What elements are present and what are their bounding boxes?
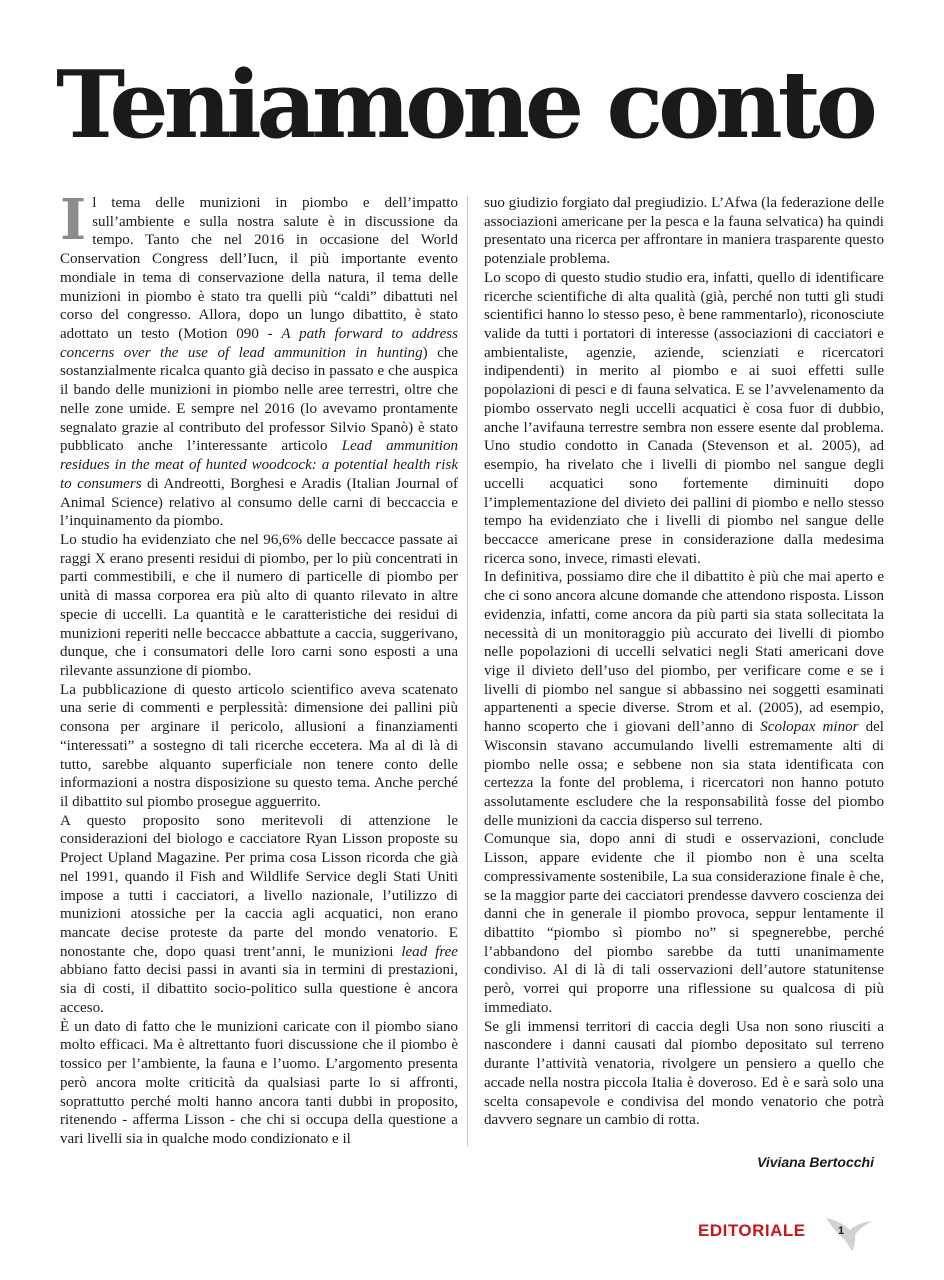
paragraph: In definitiva, possiamo dire che il dibattito è più che mai aperto e che ci sono ancora alcune domande che attendono risposta. Lisson evidenzia, infatti, come ancora da più parti sia stata sollecitata la necessità di un monitoraggio più accurato dei livelli di piombo nelle popolazioni di uccelli selvatici negli Stati americani dove vige il divieto dell’uso del piombo, per verificare come e se i livelli di piombo nel sangue si abbassino nei soggetti esaminati appartenenti a specie diverse. Strom et al. (2005), ad esempio, hanno scoperto che i giovani dell’anno di Scolopax minor del Wisconsin stavano accumulando livelli estremamente alti di piombo nelle ossa; e sebbene non sia stata identificata con certezza la fonte del problema, i ricercatori non hanno potuto assolutamente escludere che la responsabilità fosse del piombo delle munizioni da caccia disperso sul terreno. <box>484 569 884 829</box>
paragraph: Lo scopo di questo studio studio era, infatti, quello di identificare ricerche scientifiche di alta qualità (già, perché non tutti gli studi scientifici hanno lo stesso peso, è bene rammentarlo), riconosciute valide da tutti i portatori di interesse (associazioni di cacciatori e ambientaliste, agenzie, aziende, scienziati e ricercatori indipendenti) in merito al piombo e ai suoi effetti sulle popolazioni di pesci e di fauna selvatica. E se l’avvelenamento da piombo osservato negli uccelli acquatici è cosa fuor di dubbio, anche l’avifauna terrestre sembra non essere esente dal problema. Uno studio condotto in Canada (Stevenson et al. 2005), ad esempio, ha rivelato che i livelli di piombo nel sangue degli uccelli acquatici sono fortemente diminuiti dopo l’implementazione del divieto dei pallini di piombo e nello stesso tempo ha evidenziato che i livelli di piombo nel sangue delle beccacce americane prese in considerazione dalla medesima ricerca sono, invece, rimasti elevati. <box>484 269 884 567</box>
paragraph: suo giudizio forgiato dal pregiudizio. L’Afwa (la federazione delle associazioni americane per la pesca e la fauna selvatica) ha quindi presentato una ricerca per affrontare in maniera trasparente questo potenziale problema. <box>484 195 884 268</box>
italic-text: lead free <box>401 943 458 960</box>
bird-silhouette-icon <box>824 1212 874 1252</box>
paragraph: l tema delle munizioni in piombo e dell’impatto sull’ambiente e sulla nostra salute è in discussione da tempo. Tanto che nel 2016 in occasione del World Conservation Congress dell’Iucn, il più importante evento mondiale in tema di conservazione della natura, il tema delle munizioni in piombo è stato tra quelli più “caldi” dibattuti nel corso del congresso. Allora, dopo un lungo dibattito, è stato adottato un testo (Motion 090 - A path forward to address concerns over the use of lead ammunition in hunting) che sostanzialmente ricalca quanto già deciso in passato e che auspica il bando delle munizioni in piombo nelle aree terrestri, oltre che nelle zone umide. E sempre nel 2016 (lo avevamo prontamente segnalato grazie al contributo del professor Silvio Spanò) è stato pubblicato anche l’interessante articolo Lead ammunition residues in the meat of hunted woodcock: a potential health risk to consumers di Andreotti, Borghesi e Aradis (Italian Journal of Animal Science) relativo al consumo delle carni di beccaccia e l’inquinamento da piombo. <box>60 195 458 530</box>
drop-cap: I <box>60 187 87 253</box>
paragraph: Comunque sia, dopo anni di studi e osservazioni, conclude Lisson, appare evidente che il piombo non è una scelta compressivamente sostenibile, La sua considerazione finale è che, se la maggior parte dei cacciatori prendesse davvero coscienza dei danni che in generale il piombo provoca, seppur lentamente il dibattito “piombo sì piombo no” si spegnerebbe, perché l’abbandono del piombo sarebbe da tutti unanimamente condiviso. Al di là di tali osservazioni dell’autore statunitense però, vorrei qui proporre una riflessione su qualcosa di più immediato. <box>484 831 884 1016</box>
italic-text: Lead ammunition residues in the meat of hunted woodcock: a potential health risk to consumers <box>60 438 458 492</box>
page-number: 1 <box>838 1225 845 1237</box>
section-label: EDITORIALE <box>698 1221 806 1240</box>
author-signature: Viviana Bertocchi <box>757 1154 874 1170</box>
paragraph: È un dato di fatto che le munizioni caricate con il piombo siano molto efficaci. Ma è altrettanto fuori discussione che il piombo è tossico per l’ambiente, la fauna e l’uomo. L’argomento presenta però ancora molte criticità da qualsiasi parte lo si affronti, soprattutto perché molti hanno ancora tanti dubbi in proposito, ritenendo - afferma Lisson - che chi si occupa della questione a vari livelli sia in qualche modo condizionato e il <box>60 1018 458 1147</box>
left-column <box>60 187 458 1149</box>
italic-text: A path forward to address concerns over the use of lead ammunition in hunting <box>60 326 458 361</box>
paragraph: Lo studio ha evidenziato che nel 96,6% delle beccacce passate ai raggi X erano presenti residui di piombo, per lo più concentrati in parti commestibili, e che il numero di particelle di piombo per unità di massa corporea era più alto di quanto rilevato in altre specie di uccelli. La quantità e le caratteristiche dei residui di munizioni reperiti nelle beccacce abbattute a caccia, suggerivano, dunque, che i consumatori delle loro carni sono esposti a una rilevante assunzione di piombo. <box>60 531 458 679</box>
right-column <box>484 194 884 1130</box>
italic-text: Scolopax minor <box>760 719 859 736</box>
column-divider <box>467 196 468 1146</box>
paragraph: Se gli immensi territori di caccia degli Usa non sono riusciti a nascondere i danni causati dal piombo depositato sul terreno durante l’attività venatoria, rivolgere un pensiero a quello che accade nella nostra piccola Italia è doveroso. Ed è e sarà solo una scelta consapevole e condivisa del mondo venatorio che potrà davvero segnare un cambio di rotta. <box>484 1018 884 1129</box>
article-headline: Teniamone conto <box>56 50 873 159</box>
paragraph: A questo proposito sono meritevoli di attenzione le considerazioni del biologo e cacciatore Ryan Lisson proposte su Project Upland Magazine. Per prima cosa Lisson ricorda che già nel 1991, quando il Fish and Wildlife Service degli Stati Uniti impose a tutti i cacciatori, a livello nazionale, l’utilizzo di munizioni atossiche per la caccia agli acquatici, non erano mancate decise proteste da parte del mondo venatorio. E nonostante che, dopo quasi trent’anni, le munizioni lead free abbiano fatto decisi passi in avanti sia in termini di prestazioni, sia di costi, il dibattito socio-politico sulla questione è ancora acceso. <box>60 812 458 1016</box>
paragraph: La pubblicazione di questo articolo scientifico aveva scatenato una serie di commenti e perplessità: dimensione dei pallini più consona per arginare il pericolo, allusioni a finanziamenti “interessati” a sostegno di tali ricerche eccetera. Ma al di là di tutto, sarebbe alquanto superficiale non tenere conto delle informazioni a nostra disposizione su questo tema. Anche perché il dibattito sul piombo prosegue agguerrito. <box>60 681 458 810</box>
